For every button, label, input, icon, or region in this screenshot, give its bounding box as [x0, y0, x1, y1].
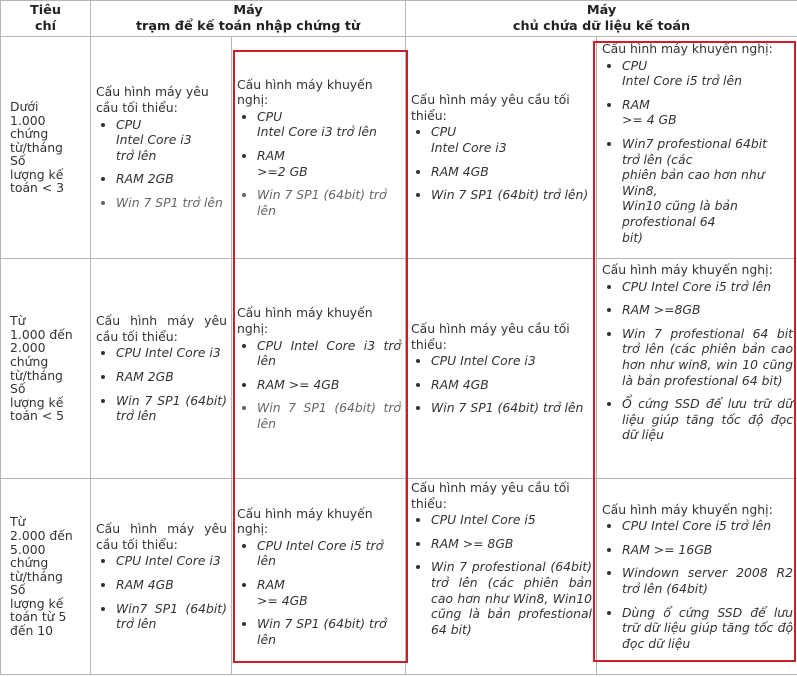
server-min-config: Cấu hình máy yêu cầu tối thiểu: • CPU Intel Core i5 • RAM >= 8GB • Win 7 profestional (64bit) trở lên (các phiên bản cao hơn như Win8, Win10 cũng là bản profestional 64 bit): [406, 479, 597, 675]
table-row: [1, 479, 797, 675]
station-recommended-config: Cấu hình máy khuyến nghị: • CPU Intel Core i5 trở lên • RAM >= 4GB • Win 7 SP1 (64bit) trở lên: [232, 479, 406, 675]
list-item: • CPU Intel Core i3: [431, 124, 592, 155]
header-station: Máy trạm để kế toán nhập chứng từ: [91, 1, 406, 37]
spec-list: [237, 109, 401, 219]
list-item: • RAM >= 4 GB: [622, 97, 793, 128]
list-item: • RAM >=8GB: [622, 302, 793, 318]
station-recommended-config: Cấu hình máy khuyến nghị: • CPU Intel Core i3 trở lên • RAM >= 4GB • Win 7 SP1 (64bit) trở lên: [232, 259, 406, 479]
list-item: • Win 7 profestional (64bit) trở lên (các phiên bản cao hơn như Win8, Win10 cũng là bản profestional 64 bit): [431, 559, 592, 637]
list-item: • CPU Intel Core i5 trở lên: [622, 279, 793, 295]
spec-list: [411, 124, 592, 202]
spec-list: [237, 338, 401, 432]
spec-list: [602, 279, 793, 443]
list-item: • Ổ cứng SSD để lưu trữ dữ liệu giúp tăng tốc độ đọc dữ liệu: [622, 396, 793, 443]
list-item: • Win 7 SP1 (64bit) trở lên: [257, 187, 401, 218]
server-recommended-config: Cấu hình máy khuyến nghị: • CPU Intel Core i5 trở lên • RAM >= 4 GB • Win7 profestional 64bit trở lên (các phiên bản cao hơn như Win8, Win10 cũng là bản profestional 64 bit): [597, 37, 797, 259]
list-item: • Win 7 SP1 (64bit) trở lên: [431, 400, 592, 416]
spec-list: [237, 538, 401, 648]
station-min-config: Cấu hình máy yêu cầu tối thiểu: • CPU Intel Core i3 trở lên • RAM 2GB • Win 7 SP1 trở lên: [91, 37, 232, 259]
list-item: • CPU Intel Core i5 trở lên: [622, 518, 793, 534]
station-min-config: Cấu hình máy yêu cầu tối thiểu: • CPU Intel Core i3 • RAM 2GB • Win 7 SP1 (64bit) trở lên: [91, 259, 232, 479]
list-item: • RAM 2GB: [116, 369, 227, 385]
list-item: • RAM 4GB: [431, 164, 592, 180]
spec-list: [96, 345, 227, 423]
spec-list: [96, 553, 227, 631]
list-item: • Win 7 profestional 64 bit trở lên (các phiên bản cao hơn như win8, win 10 cũng là bản profestional 64 bit): [622, 326, 793, 388]
list-item: • Win7 profestional 64bit trở lên (các phiên bản cao hơn như Win8, Win10 cũng là bản profestional 64 bit): [622, 136, 793, 245]
spec-list: [602, 518, 793, 651]
criteria-cell: Dưới 1.000 chứng từ/tháng Số lượng kế toán < 3: [1, 37, 91, 259]
table-row: [1, 37, 797, 259]
list-item: • RAM >= 8GB: [431, 536, 592, 552]
list-item: • RAM 4GB: [431, 377, 592, 393]
server-recommended-config: Cấu hình máy khuyến nghị: • CPU Intel Core i5 trở lên • RAM >=8GB • Win 7 profestional 64 bit trở lên (các phiên bản cao hơn như win8, win 10 cũng là bản profestional 64 bit) • Ổ cứng SSD để lưu trữ dữ liệu giúp tăng tốc độ đọc dữ liệu: [597, 259, 797, 479]
spec-list: [411, 512, 592, 637]
list-item: • RAM >= 16GB: [622, 542, 793, 558]
server-min-config: Cấu hình máy yêu cầu tối thiểu: • CPU Intel Core i3 • RAM 4GB • Win 7 SP1 (64bit) trở lên): [406, 37, 597, 259]
list-item: • RAM >= 4GB: [257, 577, 401, 608]
list-item: • CPU Intel Core i3: [116, 553, 227, 569]
header-row: [1, 1, 797, 37]
list-item: • CPU Intel Core i5: [431, 512, 592, 528]
list-item: • CPU Intel Core i3 trở lên: [257, 109, 401, 140]
list-item: • CPU Intel Core i3: [431, 353, 592, 369]
table-row: [1, 259, 797, 479]
list-item: • Win7 SP1 (64bit) trở lên: [116, 601, 227, 632]
server-recommended-config: Cấu hình máy khuyến nghị: • CPU Intel Core i5 trở lên • RAM >= 16GB • Windown server 2008 R2 trở lên (64bit) • Dùng ổ cứng SSD để lưu trữ dữ liệu giúp tăng tốc độ đọc dữ liệu: [597, 479, 797, 675]
list-item: • RAM 2GB: [116, 171, 227, 187]
list-item: • CPU Intel Core i3 trở lên: [116, 117, 227, 164]
spec-list: [96, 117, 227, 211]
list-item: • Dùng ổ cứng SSD để lưu trữ dữ liệu giúp tăng tốc độ đọc dữ liệu: [622, 605, 793, 652]
list-item: • Win 7 SP1 trở lên: [116, 195, 227, 211]
header-criteria: Tiêu chí: [1, 1, 91, 37]
criteria-cell: Từ 2.000 đến 5.000 chứng từ/tháng Số lượng kế toán từ 5 đến 10: [1, 479, 91, 675]
list-item: • CPU Intel Core i3 trở lên: [257, 338, 401, 369]
list-item: • Win 7 SP1 (64bit) trở lên: [116, 393, 227, 424]
list-item: • RAM >=2 GB: [257, 148, 401, 179]
list-item: • CPU Intel Core i3: [116, 345, 227, 361]
list-item: • Windown server 2008 R2 trở lên (64bit): [622, 565, 793, 596]
list-item: • CPU Intel Core i5 trở lên: [257, 538, 401, 569]
station-min-config: Cấu hình máy yêu cầu tối thiểu: • CPU Intel Core i3 • RAM 4GB • Win7 SP1 (64bit) trở lên: [91, 479, 232, 675]
list-item: • Win 7 SP1 (64bit) trở lên): [431, 187, 592, 203]
list-item: • RAM 4GB: [116, 577, 227, 593]
list-item: • Win 7 SP1 (64bit) trở lên: [257, 400, 401, 431]
list-item: • RAM >= 4GB: [257, 377, 401, 393]
list-item: • Win 7 SP1 (64bit) trở lên: [257, 616, 401, 647]
list-item: • CPU Intel Core i5 trở lên: [622, 58, 793, 89]
header-server: Máy chủ chứa dữ liệu kế toán: [406, 1, 797, 37]
spec-list: [602, 58, 793, 246]
station-recommended-config: Cấu hình máy khuyến nghị: • CPU Intel Core i3 trở lên • RAM >=2 GB • Win 7 SP1 (64bit) trở lên: [232, 37, 406, 259]
spec-list: [411, 353, 592, 416]
server-min-config: Cấu hình máy yêu cầu tối thiểu: • CPU Intel Core i3 • RAM 4GB • Win 7 SP1 (64bit) trở lên: [406, 259, 597, 479]
criteria-cell: Từ 1.000 đến 2.000 chứng từ/tháng Số lượng kế toán < 5: [1, 259, 91, 479]
